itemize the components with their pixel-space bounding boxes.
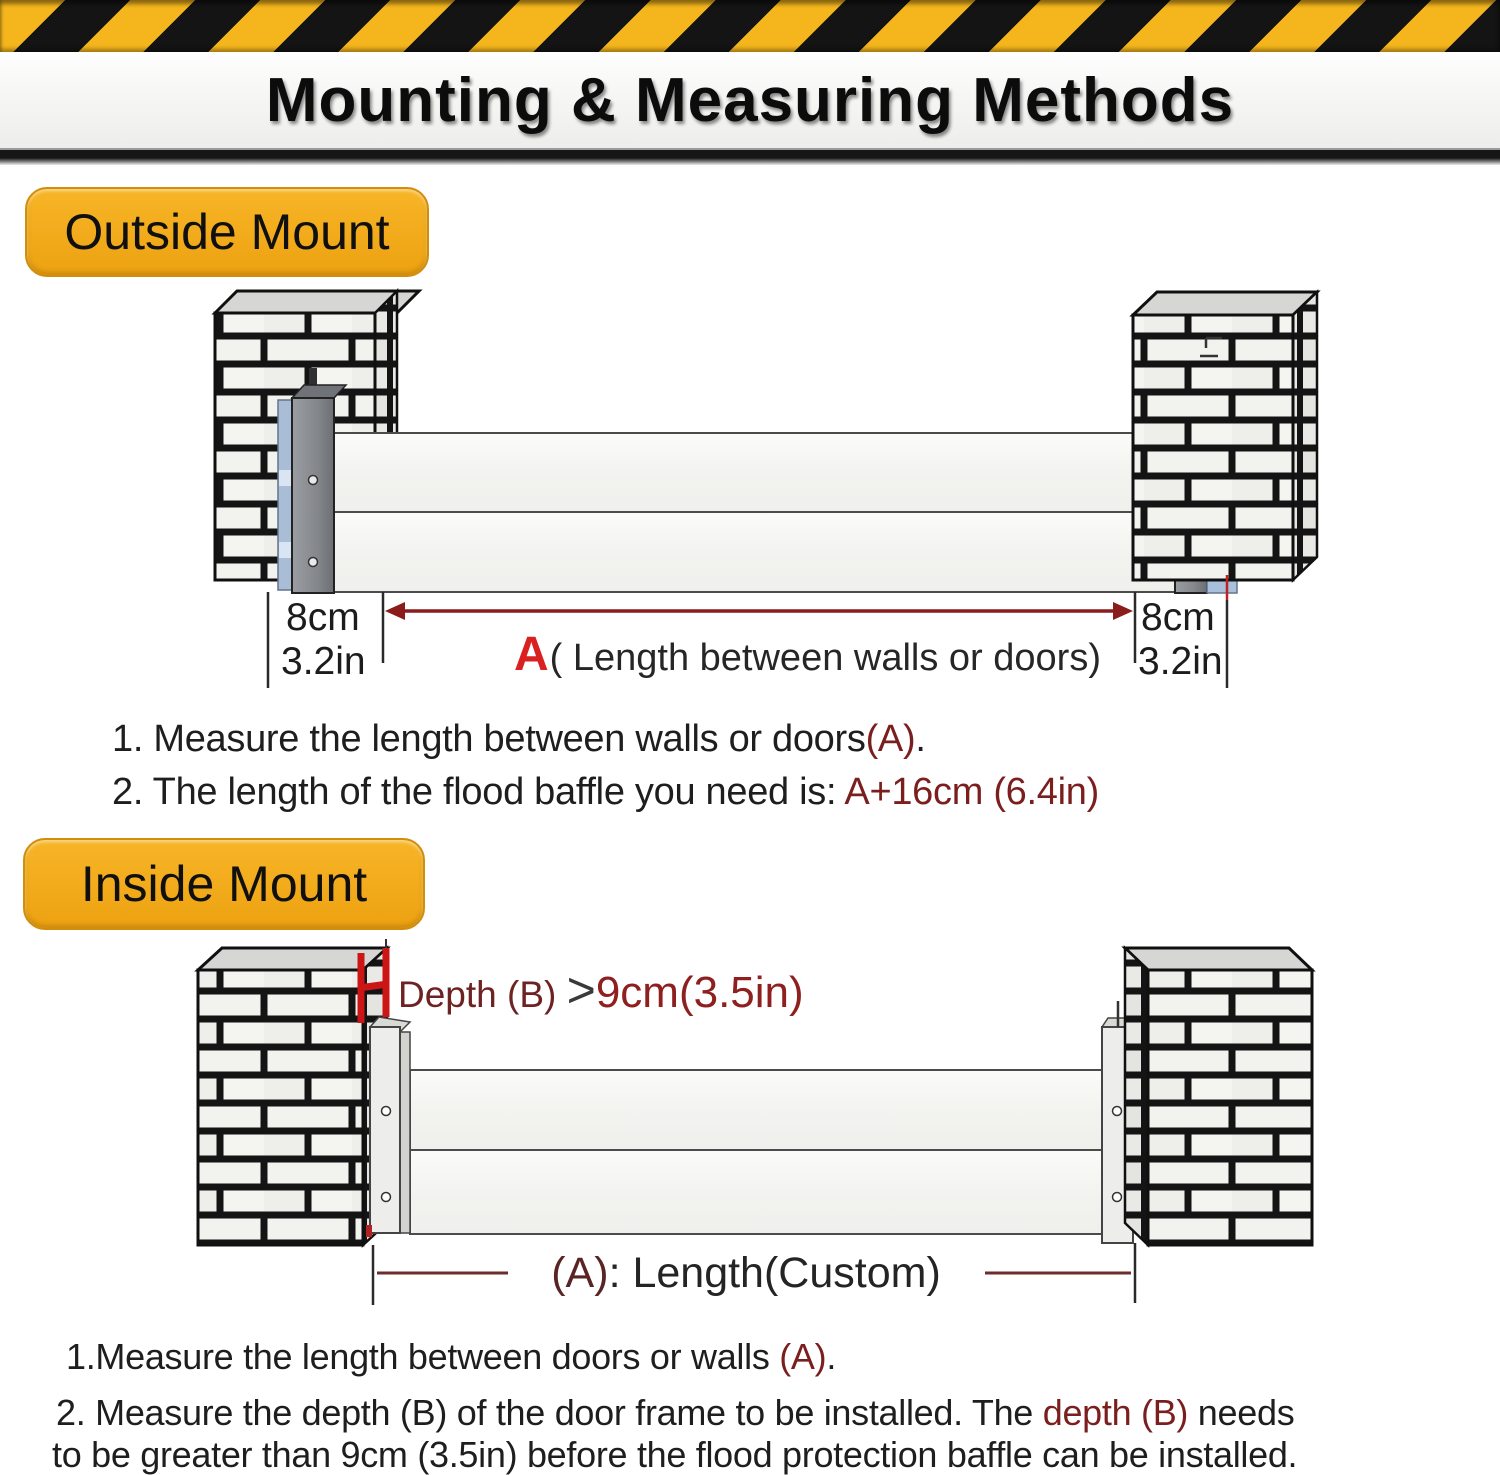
arrowhead-left-icon — [385, 602, 405, 620]
outside-mount-diagram — [0, 280, 1500, 700]
outside-mount-badge-label: Outside Mount — [64, 204, 390, 260]
outside-instruction-2: 2. The length of the flood baffle you need is: A+16cm (6.4in) — [112, 771, 1099, 813]
gap-label-left-in: 3.2in — [281, 640, 366, 683]
inside-left-channel — [366, 1017, 410, 1237]
outside-right-pillar — [1133, 292, 1317, 580]
length-label: (A): Length(Custom) — [551, 1249, 941, 1297]
header-divider — [0, 150, 1500, 165]
seal-tab — [279, 470, 291, 486]
span-label: A( Length between walls or doors) — [514, 628, 1101, 681]
gap-label-right-in: 3.2in — [1138, 640, 1223, 683]
screw-hole — [1113, 1107, 1122, 1116]
page-title: Mounting & Measuring Methods — [265, 65, 1235, 135]
arrowhead-right-icon — [1113, 602, 1133, 620]
pillar-side-face — [1293, 292, 1317, 580]
barrier-panel-bottom — [410, 1150, 1102, 1234]
title-band — [0, 52, 1500, 150]
screw-hole — [382, 1107, 391, 1116]
barrier-panel-top — [331, 433, 1176, 512]
gap-label-right-cm: 8cm — [1141, 596, 1215, 639]
flood-barrier — [410, 1070, 1102, 1234]
outside-instruction-1: 1. Measure the length between walls or doors(A). — [112, 718, 926, 760]
inside-dimension-lines — [373, 1243, 1135, 1305]
rubber-seal-left — [278, 400, 292, 590]
pillar-side-face — [1125, 948, 1148, 1245]
inside-mount-diagram — [0, 935, 1500, 1310]
inside-instruction-3: to be greater than 9cm (3.5in) before the flood protection baffle can be installed. — [52, 1434, 1298, 1475]
barrier-panel-bottom — [331, 512, 1176, 592]
gap-label-left-cm: 8cm — [286, 596, 360, 639]
pillar-front-face — [198, 970, 363, 1245]
flood-barrier — [331, 433, 1176, 592]
pillar-top-face — [1125, 948, 1312, 970]
channel-side — [400, 1032, 410, 1233]
inside-mount-badge — [23, 838, 425, 930]
seal-tab — [279, 542, 291, 558]
seal-mark — [366, 1225, 372, 1237]
hazard-stripe-banner — [0, 0, 1500, 52]
bracket-crossbar — [359, 984, 388, 988]
screw-hole — [1113, 1193, 1122, 1202]
inside-mount-badge-label: Inside Mount — [80, 856, 368, 912]
screw-hole — [382, 1193, 391, 1202]
pillar-top-face — [1133, 292, 1317, 315]
depth-label: Depth (B) >9cm(3.5in) — [398, 962, 804, 1018]
inside-right-pillar — [1125, 948, 1312, 1245]
inside-instruction-1: 1.Measure the length between doors or walls (A). — [66, 1336, 837, 1377]
screw-hole — [309, 558, 318, 567]
barrier-panel-top — [410, 1070, 1102, 1150]
outside-mount-badge — [25, 187, 429, 277]
screw-hole — [309, 476, 318, 485]
inside-instruction-2: 2. Measure the depth (B) of the door frame to be installed. The depth (B) needs — [56, 1392, 1295, 1433]
pillar-front-face — [1148, 970, 1312, 1245]
